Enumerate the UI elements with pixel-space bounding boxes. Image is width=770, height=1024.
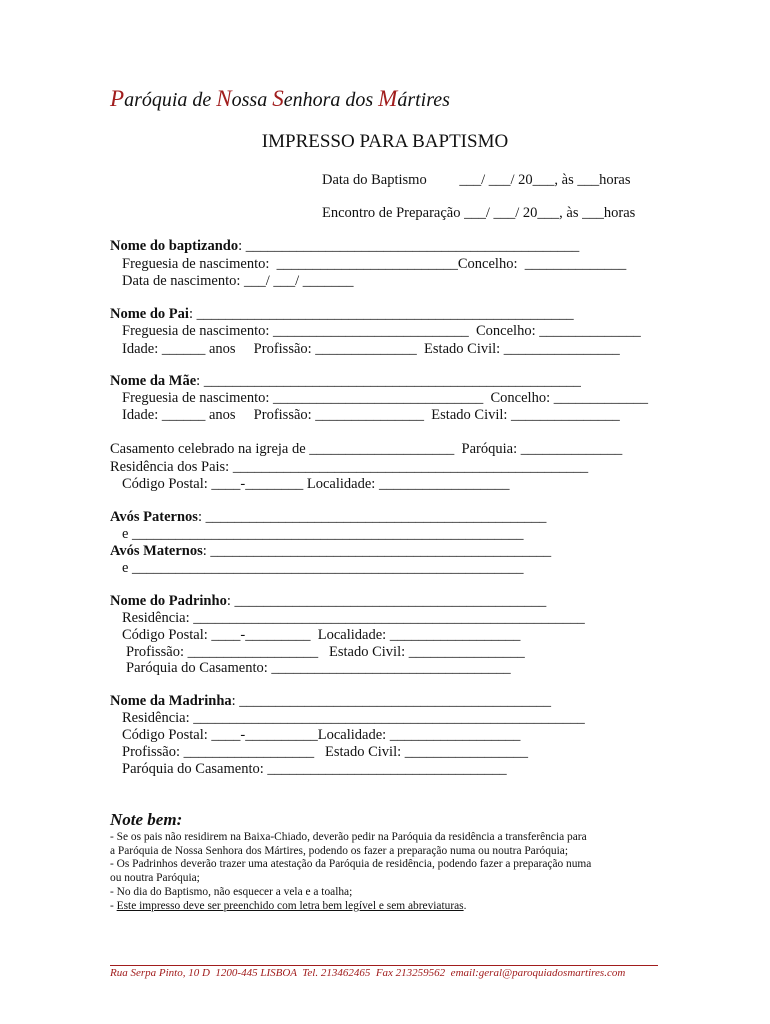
- parents-postal-code: Código Postal: ____-________ Localidade: __________________: [122, 476, 510, 492]
- father-name-label: Nome do Pai: [110, 306, 189, 322]
- parents-residence: Residência dos Pais: _________________________________________________: [110, 459, 589, 475]
- parish-part-3: enhora dos: [283, 89, 379, 111]
- godfather-profession: Profissão: __________________ Estado Civil: ________________: [126, 644, 525, 660]
- maternal-grandparents-row: [110, 543, 551, 560]
- parish-part-2: ossa: [231, 89, 273, 111]
- child-birth-date: Data de nascimento: ___/ ___/ _______: [122, 273, 354, 289]
- note-line-6-prefix: -: [110, 900, 117, 912]
- godfather-postal-code: Código Postal: ____-_________ Localidade: __________________: [122, 627, 521, 643]
- notes-heading: Note bem:: [110, 810, 183, 829]
- note-line-6-underlined: Este impresso deve ser preenchido com letra bem legível e sem abreviaturas: [116, 900, 464, 912]
- child-name-label: Nome do baptizando: [110, 238, 239, 254]
- baptism-date-line: Data do Baptismo ___/ ___/ 20___, às ___horas: [322, 172, 631, 188]
- form-title: IMPRESSO PARA BAPTISMO: [261, 131, 509, 152]
- godmother-residence: Residência: ______________________________________________________: [122, 710, 585, 726]
- mother-name-blank: : ____________________________________________________: [196, 373, 581, 389]
- father-name-row: [110, 306, 574, 323]
- godmother-name-label: Nome da Madrinha: [110, 693, 232, 709]
- note-line-4: ou noutra Paróquia;: [110, 872, 200, 884]
- mother-name-label: Nome da Mãe: [110, 373, 197, 389]
- marriage-church: Casamento celebrado na igreja de ____________________ Paróquia: ______________: [110, 441, 623, 457]
- parish-name: [110, 86, 450, 112]
- paternal-grandparents-row: [110, 509, 546, 526]
- godmother-name-row: [110, 693, 551, 710]
- mother-name-row: [110, 373, 581, 390]
- parish-initial-m: M: [378, 86, 398, 111]
- parish-initial-p: P: [110, 86, 125, 111]
- note-line-6: [110, 900, 466, 912]
- footer-contact: Rua Serpa Pinto, 10 D 1200-445 LISBOA Tel. 213462465 Fax 213259562 email:geral@paroquiadosmartires.com: [110, 967, 626, 979]
- paternal-grandparents-label: Avós Paternos: [110, 509, 198, 525]
- footer-divider: [110, 965, 658, 966]
- godmother-postal-code: Código Postal: ____-__________Localidade: __________________: [122, 727, 521, 743]
- father-age-job: Idade: ______ anos Profissão: ______________ Estado Civil: ________________: [122, 341, 620, 357]
- godfather-name-blank: : ___________________________________________: [226, 593, 547, 609]
- godmother-marriage-parish: Paróquia do Casamento: _________________________________: [122, 761, 507, 777]
- maternal-grandparents-second: e ______________________________________________________: [122, 560, 524, 576]
- note-line-5: - No dia do Baptismo, não esquecer a vela e a toalha;: [110, 886, 353, 898]
- child-birth-parish: Freguesia de nascimento: _________________________Concelho: ______________: [122, 256, 627, 272]
- parish-initial-s: S: [272, 86, 284, 111]
- parish-initial-n: N: [216, 86, 232, 111]
- child-name-row: [110, 238, 579, 255]
- godfather-residence: Residência: ______________________________________________________: [122, 610, 585, 626]
- note-line-3: - Os Padrinhos deverão trazer uma atestação da Paróquia de residência, podendo fazer a preparação numa: [110, 858, 592, 870]
- godmother-profession: Profissão: __________________ Estado Civil: _________________: [122, 744, 528, 760]
- godmother-name-blank: : ___________________________________________: [231, 693, 552, 709]
- maternal-grandparents-label: Avós Maternos: [110, 543, 203, 559]
- godfather-name-row: [110, 593, 546, 610]
- preparation-date-line: Encontro de Preparação ___/ ___/ 20___, às ___horas: [322, 205, 636, 221]
- godfather-name-label: Nome do Padrinho: [110, 593, 227, 609]
- mother-age-job: Idade: ______ anos Profissão: _______________ Estado Civil: _______________: [122, 407, 620, 423]
- note-line-2: a Paróquia de Nossa Senhora dos Mártires, podendo os fazer a preparação numa ou noutra Paróquia;: [110, 845, 569, 857]
- father-birth-parish: Freguesia de nascimento: ___________________________ Concelho: ______________: [122, 323, 641, 339]
- maternal-grandparents-blank: : _______________________________________________: [202, 543, 552, 559]
- child-name-blank: : ______________________________________________: [238, 238, 580, 254]
- father-name-blank: : ____________________________________________________: [188, 306, 574, 322]
- parish-part-1: aróquia de: [124, 89, 217, 111]
- note-line-6-suffix: .: [463, 900, 467, 912]
- mother-birth-parish: Freguesia de nascimento: _____________________________ Concelho: _____________: [122, 390, 648, 406]
- parish-part-4: ártires: [397, 89, 450, 111]
- godfather-marriage-parish: Paróquia do Casamento: _________________________________: [126, 660, 511, 676]
- paternal-grandparents-blank: : _______________________________________________: [197, 509, 547, 525]
- note-line-1: - Se os pais não residirem na Baixa-Chiado, deverão pedir na Paróquia da residência a transferência para: [110, 831, 587, 843]
- paternal-grandparents-second: e ______________________________________________________: [122, 526, 524, 542]
